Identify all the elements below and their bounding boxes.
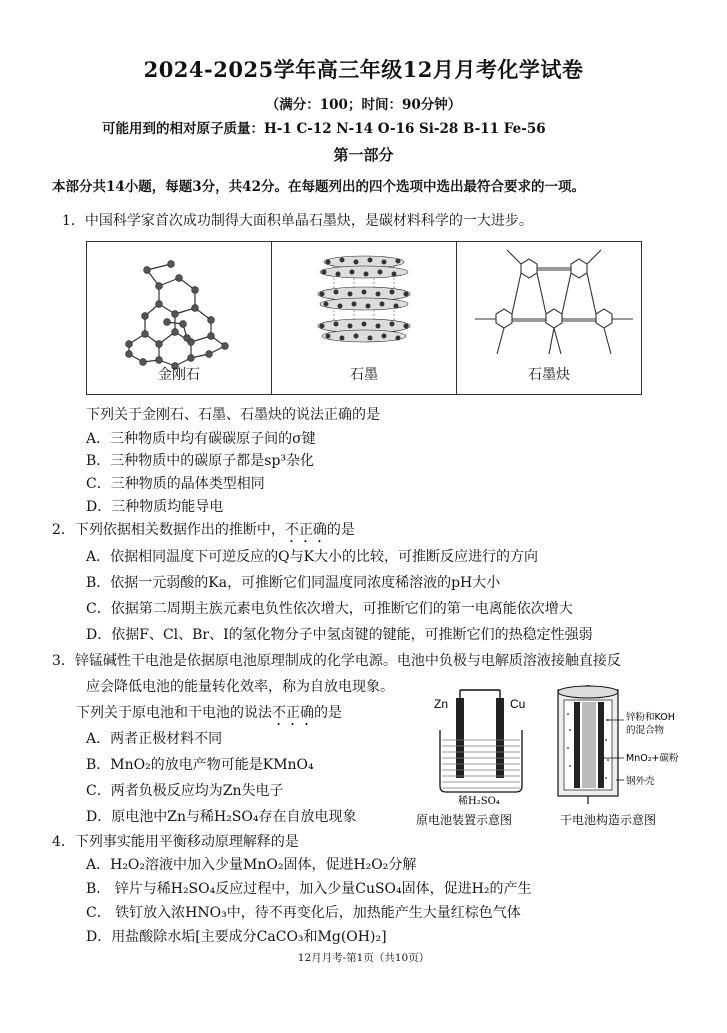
exam-title: 2024-2025学年高三年级12月月考化学试卷 bbox=[143, 57, 584, 82]
q3-prompt-end: 的是 bbox=[314, 705, 342, 721]
q2-stem-end: 的是 bbox=[326, 522, 355, 538]
atomic-masses: 可能用到的相对原子质量：H-1 C-12 N-14 O-16 Si-28 B-11 Fe-56 bbox=[102, 121, 546, 137]
q2-stem-emphasis: 不正确 bbox=[284, 522, 327, 538]
q3-option-b: B．MnO₂的放电产物可能是KMnO₄ bbox=[86, 757, 314, 773]
q2-option-d: D．依据F、Cl、Br、I的氢化物分子中氢卤键的键能，可推断它们的热稳定性强弱 bbox=[86, 627, 593, 643]
q2-stem-text: 2．下列依据相关数据作出的推断中， bbox=[52, 522, 285, 538]
q1-option-d: D．三种物质均能导电 bbox=[86, 499, 224, 515]
q4-option-b: B． 锌片与稀H₂SO₄反应过程中，加入少量CuSO₄固体，促进H₂的产生 bbox=[86, 881, 532, 897]
zn-koh-label: 锌粉和KOH bbox=[626, 712, 675, 723]
q3-prompt bbox=[76, 702, 342, 729]
q4-option-d: D．用盐酸除水垢[主要成分CaCO₃和Mg(OH)₂] bbox=[86, 929, 387, 945]
part-heading: 第一部分 bbox=[333, 146, 394, 164]
electrolyte-label: 稀H₂SO₄ bbox=[458, 796, 500, 807]
q3-option-d: D．原电池中Zn与稀H₂SO₄存在自放电现象 bbox=[86, 809, 357, 825]
page-footer: 12月月考-第1页（共10页） bbox=[297, 952, 430, 964]
diamond-caption: 金刚石 bbox=[158, 367, 200, 383]
q3-battery-figure bbox=[412, 680, 702, 830]
zn-label: Zn bbox=[434, 697, 449, 711]
q2-option-c: C．依据第二周期主族元素电负性依次增大，可推断它们的第一电离能依次增大 bbox=[86, 601, 573, 617]
mixture-label: 的混合物 bbox=[626, 725, 665, 736]
exam-subtitle: （满分：100；时间：90分钟） bbox=[265, 97, 462, 113]
part-instructions: 本部分共14小题，每题3分，共42分。在每题列出的四个选项中选出最符合要求的一项。 bbox=[52, 179, 585, 195]
steel-shell-label: 钢外壳 bbox=[626, 776, 655, 787]
q3-stem-line2: 应会降低电池的能量转化效率，称为自放电现象。 bbox=[86, 679, 394, 695]
q3-prompt-emphasis: 不正确 bbox=[272, 705, 314, 721]
diamond-figure bbox=[87, 242, 272, 394]
q3-prompt-text: 下列关于原电池和干电池的说法 bbox=[76, 705, 272, 721]
cu-electrode bbox=[496, 698, 504, 778]
q1-option-c: C．三种物质的晶体类型相同 bbox=[86, 476, 265, 492]
graphite-figure bbox=[272, 242, 457, 394]
mno2-carbon-label: MnO₂+碳粉 bbox=[626, 753, 679, 764]
q3-stem-line1: 3．锌锰碱性干电池是依据原电池原理制成的化学电源。电池中负极与电解质溶液接触直接反 bbox=[52, 653, 621, 669]
graphyne-caption: 石墨炔 bbox=[528, 367, 570, 383]
q4-option-c: C． 铁钉放入浓HNO₃中，待不再变化后，加热能产生大量红棕色气体 bbox=[86, 905, 521, 921]
q2-option-a: A．依据相同温度下可逆反应的Q与K大小的比较，可推断反应进行的方向 bbox=[86, 549, 539, 565]
q3-option-c: C．两者负极反应均为Zn失电子 bbox=[86, 783, 284, 799]
q1-option-b: B．三种物质中的碳原子都是sp³杂化 bbox=[86, 453, 315, 469]
q2-stem bbox=[52, 519, 355, 546]
q4-stem: 4．下列事实能用平衡移动原理解释的是 bbox=[52, 834, 299, 850]
dry-cell-diagram bbox=[558, 685, 679, 827]
graphite-caption: 石墨 bbox=[350, 367, 378, 383]
galvanic-cell-diagram bbox=[416, 690, 525, 827]
q3-option-a: A．两者正极材料不同 bbox=[86, 731, 223, 747]
galvanic-cell-caption: 原电池装置示意图 bbox=[416, 813, 513, 827]
cu-label: Cu bbox=[510, 697, 526, 711]
zn-electrode bbox=[456, 698, 464, 778]
q1-figure-table bbox=[86, 241, 642, 395]
graphyne-figure bbox=[457, 242, 641, 394]
q1-option-a: A．三种物质中均有碳碳原子间的σ键 bbox=[86, 431, 316, 447]
q1-prompt: 下列关于金刚石、石墨、石墨炔的说法正确的是 bbox=[86, 407, 380, 423]
dry-cell-caption: 干电池构造示意图 bbox=[560, 813, 657, 827]
q1-stem: 1．中国科学家首次成功制得大面积单晶石墨炔，是碳材料科学的一大进步。 bbox=[62, 213, 533, 229]
q2-option-b: B．依据一元弱酸的Ka，可推断它们同温度同浓度稀溶液的pH大小 bbox=[86, 575, 501, 591]
q4-option-a: A．H₂O₂溶液中加入少量MnO₂固体，促进H₂O₂分解 bbox=[86, 857, 417, 873]
